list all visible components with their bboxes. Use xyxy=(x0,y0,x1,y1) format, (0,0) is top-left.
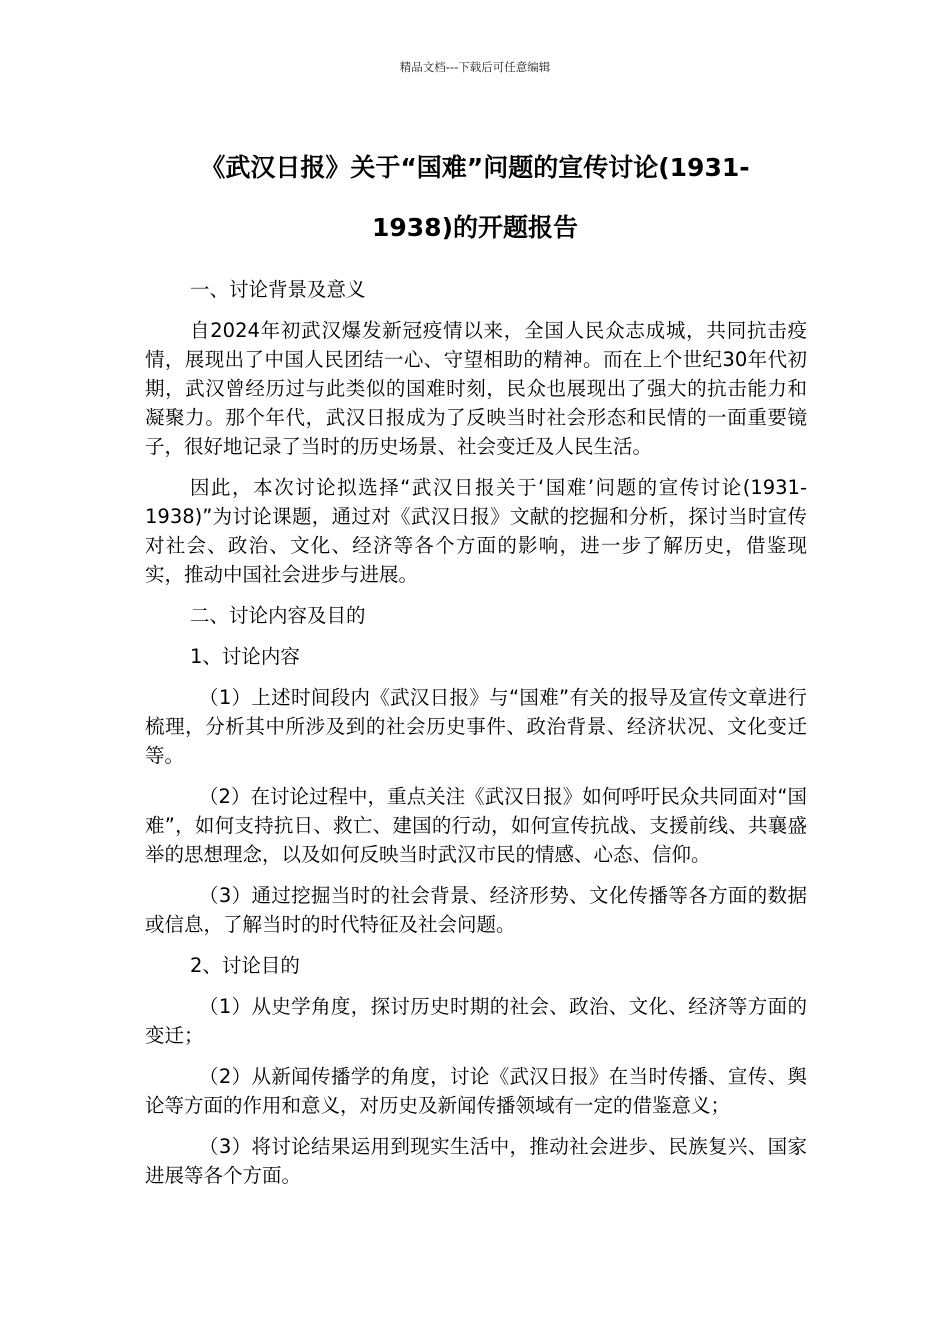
section-1-paragraph-1: 自2024年初武汉爆发新冠疫情以来，全国人民众志成城，共同抗击疫情，展现出了中国人民团结一心、守望相助的精神。而在上个世纪30年代初期，武汉曾经历过与此类似的国难时刻，民众也展现出了强大的抗击能力和凝聚力。那个年代，武汉日报成为了反映当时社会形态和民情的一面重要镜子，很好地记录了当时的历史场景、社会变迁及人民生活。 xyxy=(145,319,807,458)
purpose-item-1: （1）从史学角度，探讨历史时期的社会、政治、文化、经济等方面的变迁； xyxy=(145,995,807,1047)
section-2-heading: 二、讨论内容及目的 xyxy=(190,604,366,627)
content-item-1: （1）上述时间段内《武汉日报》与“国难”有关的报导及宣传文章进行梳理，分析其中所涉及到的社会历史事件、政治背景、经济状况、文化变迁等。 xyxy=(145,686,807,767)
title-line-2: 1938)的开题报告 xyxy=(371,213,578,242)
section-1-heading: 一、讨论背景及意义 xyxy=(190,278,366,301)
purpose-item-3: （3）将讨论结果运用到现实生活中，推动社会进步、民族复兴、国家进展等各个方面。 xyxy=(145,1135,807,1187)
content-item-3: （3）通过挖掘当时的社会背景、经济形势、文化传播等各方面的数据或信息，了解当时的时代特征及社会问题。 xyxy=(145,884,807,936)
subsection-1-heading: 1、讨论内容 xyxy=(190,645,300,668)
title-line-1: 《武汉日报》关于“国难”问题的宣传讨论(1931- xyxy=(200,153,750,182)
document-body xyxy=(145,275,807,1202)
header-note: 精品文档---下载后可任意编辑 xyxy=(399,60,551,74)
document-title xyxy=(140,138,810,258)
subsection-2-heading: 2、讨论目的 xyxy=(190,954,300,977)
section-1-paragraph-2: 因此，本次讨论拟选择“武汉日报关于‘国难’问题的宣传讨论(1931-1938)”为讨论课题，通过对《武汉日报》文献的挖掘和分析，探讨当时宣传对社会、政治、文化、经济等各个方面的影响，进一步了解历史，借鉴现实，推动中国社会进步与进展。 xyxy=(145,476,807,586)
purpose-item-2: （2）从新闻传播学的角度，讨论《武汉日报》在当时传播、宣传、舆论等方面的作用和意义，对历史及新闻传播领域有一定的借鉴意义； xyxy=(145,1065,807,1117)
content-item-2: （2）在讨论过程中，重点关注《武汉日报》如何呼吁民众共同面对“国难”，如何支持抗日、救亡、建国的行动，如何宣传抗战、支援前线、共襄盛举的思想理念，以及如何反映当时武汉市民的情感、心态、信仰。 xyxy=(145,785,807,866)
